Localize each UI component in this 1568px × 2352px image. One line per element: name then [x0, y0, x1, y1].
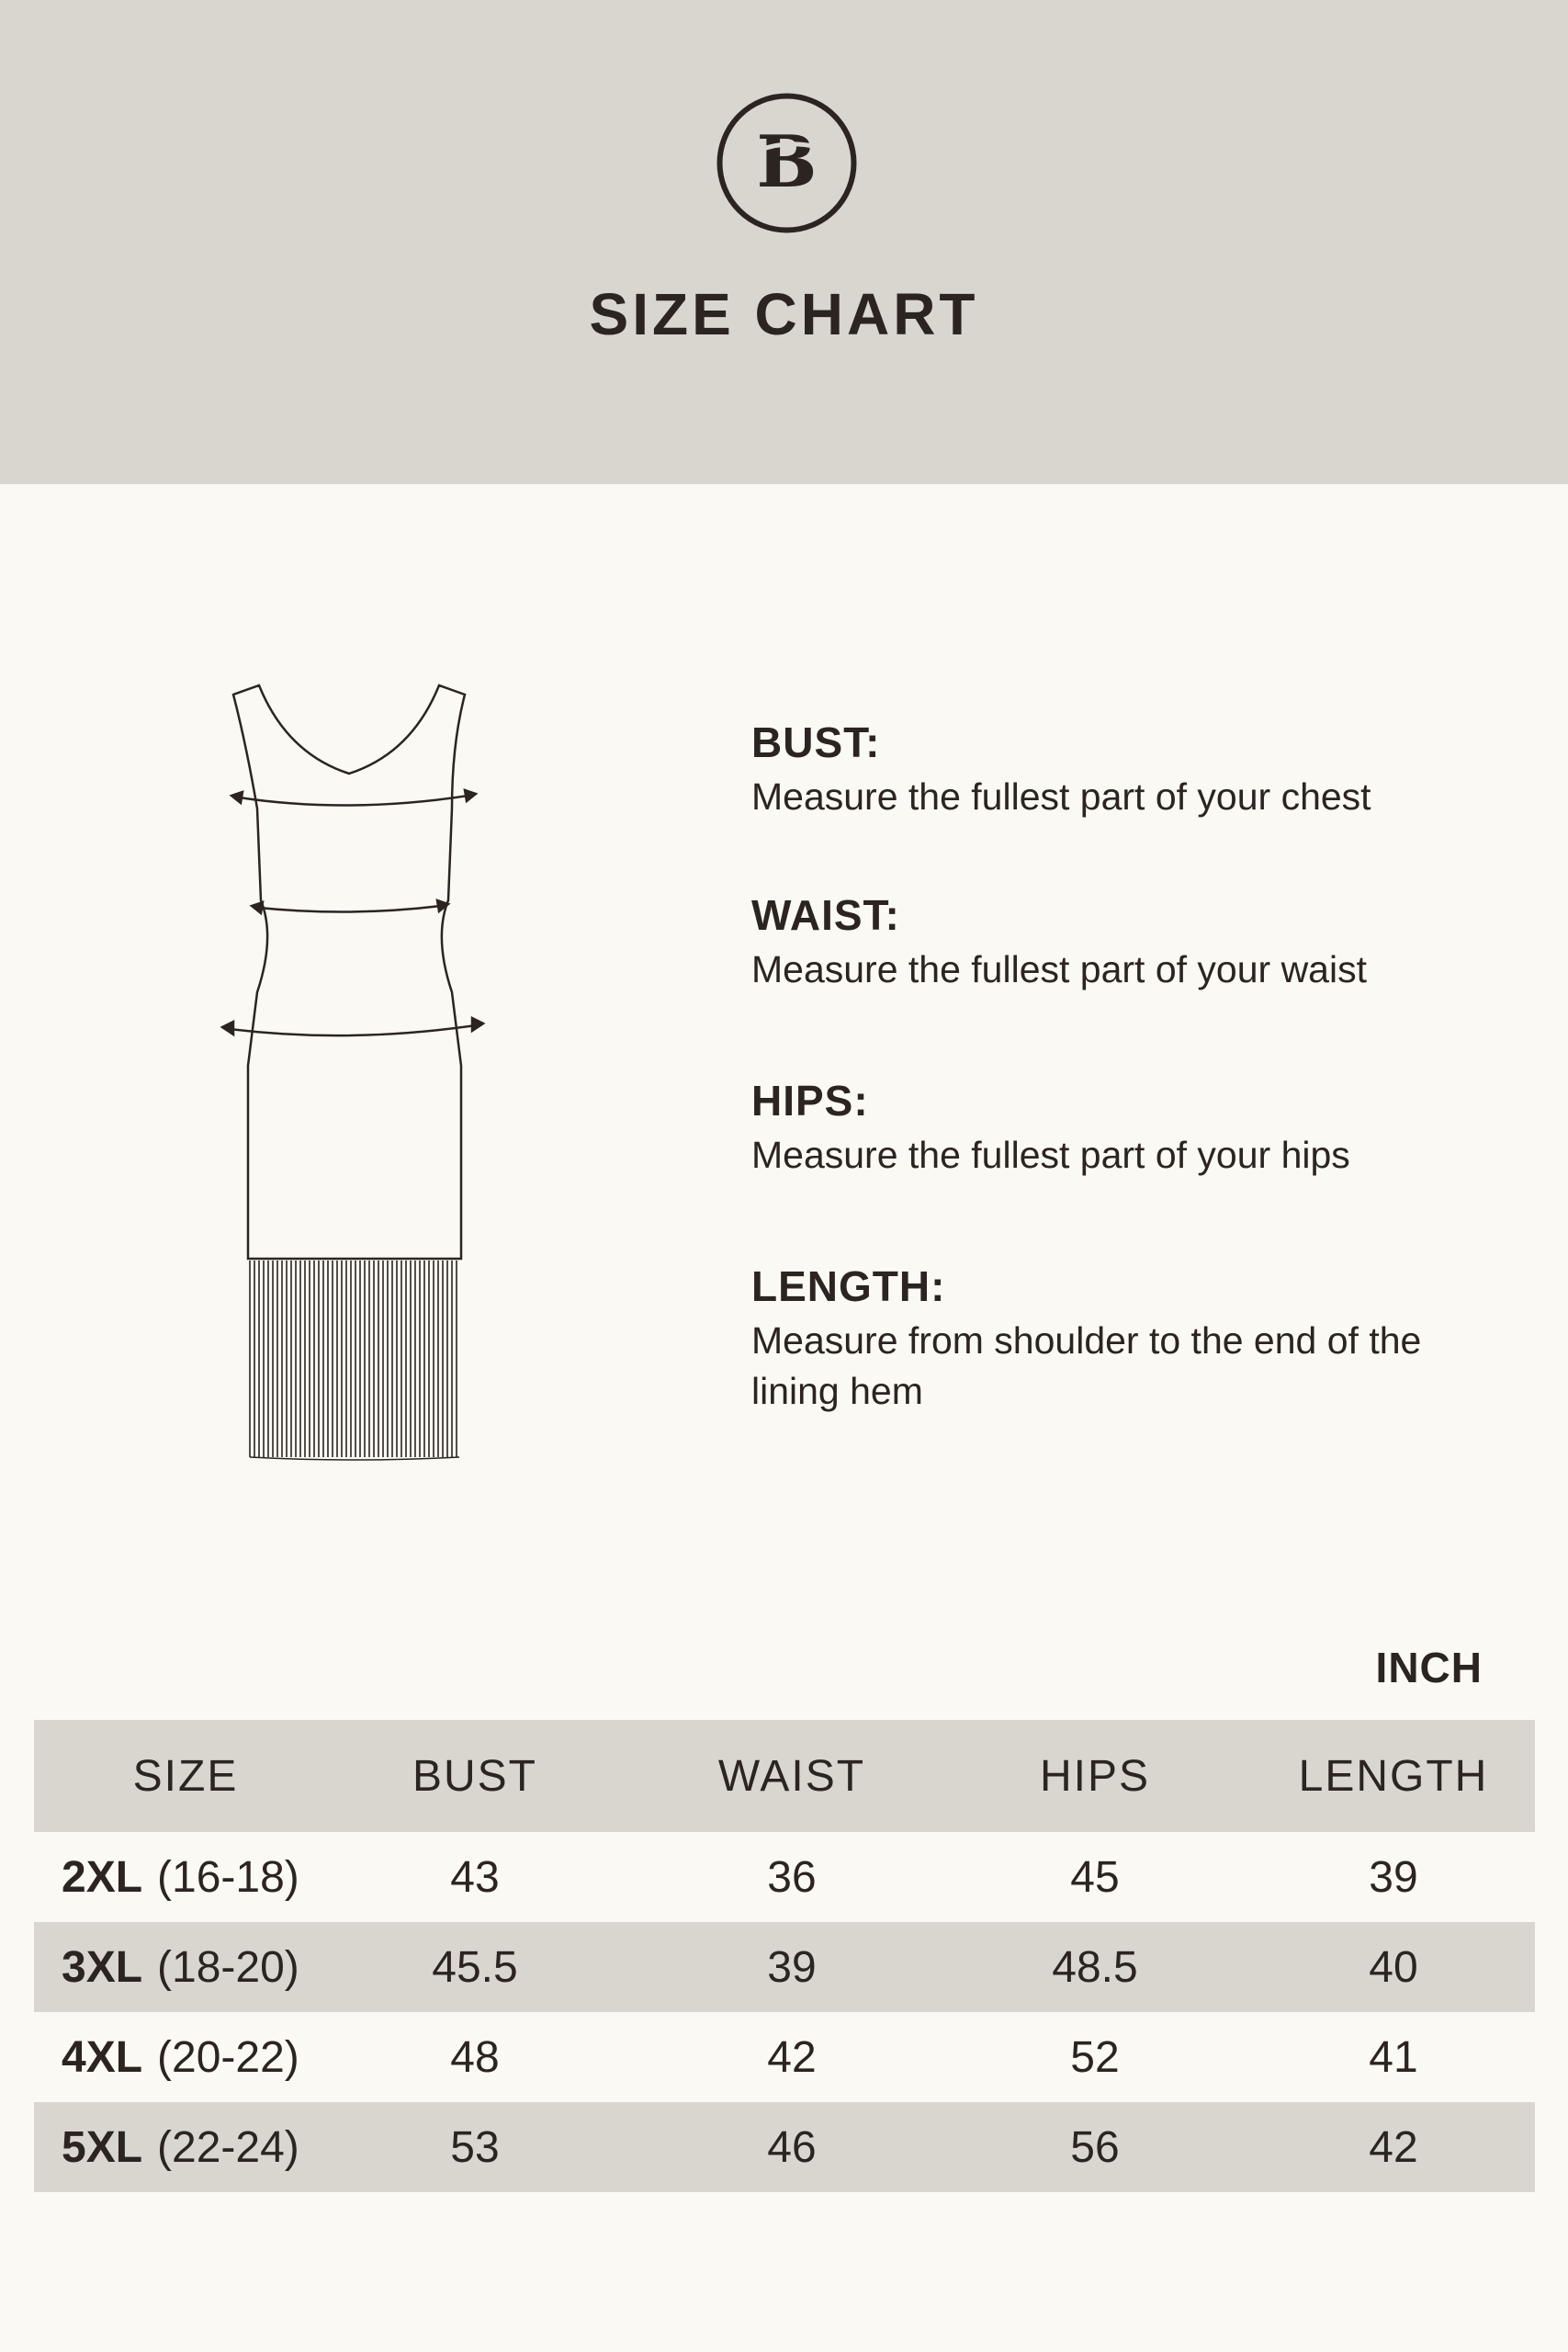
waist-cell: 46 [767, 2122, 817, 2172]
hips-cell: 56 [1070, 2122, 1120, 2172]
hips-cell: 52 [1070, 2032, 1120, 2082]
instruction-bust [751, 717, 1541, 822]
bust-cell: 43 [450, 1852, 500, 1902]
waist-cell: 39 [767, 1942, 817, 1992]
page-title: SIZE CHART [589, 281, 979, 347]
size-cell [34, 2012, 337, 2102]
instruction-desc: Measure the fullest part of your hips [751, 1134, 1350, 1176]
waist-arrow [259, 906, 441, 912]
hips-cell: 45 [1070, 1852, 1120, 1902]
bust-cell: 53 [450, 2122, 500, 2172]
table-header-row [34, 1720, 1535, 1832]
waist-cell: 36 [767, 1852, 817, 1902]
length-cell: 42 [1369, 2122, 1418, 2172]
fringe-lines [250, 1261, 459, 1460]
instruction-desc: Measure the fullest part of your waist [751, 948, 1367, 990]
instruction-label: WAIST: [751, 891, 900, 939]
header-waist: WAIST [717, 1751, 866, 1801]
size-code: 4XL [62, 2032, 143, 2082]
table-row [34, 1832, 1535, 1922]
logo-letter: B [756, 120, 818, 204]
header-length: LENGTH [1298, 1751, 1489, 1801]
header-hips: HIPS [1039, 1751, 1151, 1801]
header-bust: BUST [412, 1751, 537, 1801]
size-range: (16-18) [157, 1852, 299, 1902]
header-size: SIZE [132, 1751, 239, 1801]
length-cell: 41 [1369, 2032, 1418, 2082]
size-table [34, 1720, 1535, 2192]
instruction-label: HIPS: [751, 1077, 869, 1125]
instruction-desc: Measure from shoulder to the end of the lining hem [751, 1319, 1422, 1412]
size-range: (18-20) [157, 1942, 299, 1992]
length-cell: 40 [1369, 1942, 1418, 1992]
dress-outline [233, 685, 465, 1259]
instruction-length [751, 1261, 1514, 1417]
size-range: (20-22) [157, 2032, 299, 2082]
size-code: 3XL [62, 1942, 143, 1992]
bust-cell: 45.5 [432, 1942, 518, 1992]
instruction-label: LENGTH: [751, 1262, 946, 1310]
header-banner [0, 0, 1568, 484]
unit-label: INCH [1375, 1644, 1483, 1691]
hips-cell: 48.5 [1052, 1942, 1138, 1992]
instruction-label: BUST: [751, 718, 881, 766]
waist-cell: 42 [767, 2032, 817, 2082]
table-row [34, 2012, 1535, 2102]
instruction-desc: Measure the fullest part of your chest [751, 775, 1371, 818]
instruction-waist [751, 889, 1541, 995]
size-cell [34, 1922, 337, 2012]
brand-logo-icon [716, 92, 858, 234]
table-row [34, 2102, 1535, 2192]
size-cell [34, 2102, 337, 2192]
hips-arrow [230, 1025, 476, 1035]
size-cell [34, 1832, 337, 1922]
bust-arrow [239, 796, 468, 806]
length-cell: 39 [1369, 1852, 1418, 1902]
bust-cell: 48 [450, 2032, 500, 2082]
dress-diagram [211, 680, 505, 1470]
size-code: 5XL [62, 2122, 143, 2172]
table-row [34, 1922, 1535, 2012]
instruction-hips [751, 1075, 1541, 1181]
size-range: (22-24) [157, 2122, 299, 2172]
size-code: 2XL [62, 1852, 143, 1902]
